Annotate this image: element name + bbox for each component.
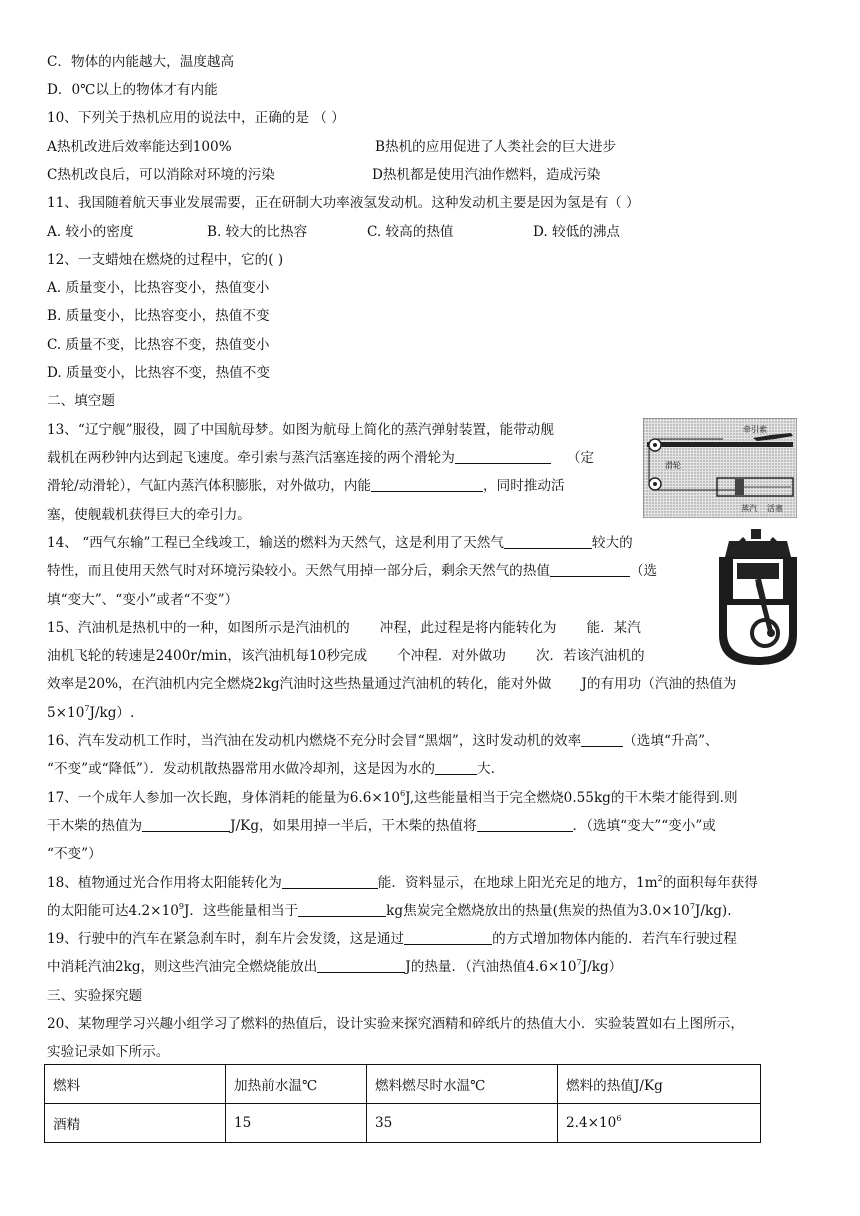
question-14-line-2: [47, 561, 657, 581]
question-10-option-c: C热机改良后，可以消除对环境的污染: [47, 167, 275, 183]
table-cell: [558, 1104, 761, 1143]
question-10: 10、下列关于热机应用的说法中，正确的是 （ ）: [47, 110, 345, 126]
deck-rail: [647, 442, 793, 447]
answer-blank: [371, 477, 483, 492]
superscript: 9: [178, 902, 184, 911]
answer-blank: [504, 534, 592, 549]
piston: [735, 479, 744, 495]
q16-text-d: 大.: [477, 761, 495, 777]
q17-text-d: J/Kg，如果用掉一半后，干木柴的热值将: [230, 818, 477, 834]
question-19-line-1: [47, 929, 737, 949]
q13-text-d: ，同时推动活: [483, 478, 565, 494]
q14-text-b: 较大的: [591, 535, 633, 551]
experiment-table: [44, 1064, 761, 1143]
question-11-option-c: C. 较高的热值: [367, 224, 454, 240]
question-13-line-3: [47, 476, 565, 496]
question-14-line-3: 填“变大”、“变小”或者“不变”）: [47, 592, 239, 608]
table-cell: 酒精: [45, 1104, 226, 1143]
q19-text-b: 的方式增加物体内能的．若汽车行驶过程: [492, 931, 737, 947]
label-piston: 活塞: [767, 504, 783, 513]
answer-blank: [317, 958, 405, 973]
question-15-line-3: [47, 674, 736, 694]
answer-blank: [581, 732, 623, 747]
label-pulley: 滑轮: [665, 461, 681, 470]
q13-text-b: （定: [566, 450, 594, 466]
question-12-option-b: B. 质量变小，比热容变小，热值不变: [47, 308, 270, 324]
q18-text-g: J/kg).: [694, 903, 732, 919]
question-15-line-1: [47, 618, 641, 638]
option-d-line: D．0℃以上的物体才有内能: [47, 82, 218, 98]
question-12: 12、一支蜡烛在燃烧的过程中，它的( ): [47, 252, 284, 268]
answer-blank: [435, 760, 477, 775]
question-19-line-2: [47, 957, 622, 977]
q16-text-b: （选填“升高”、: [623, 733, 719, 749]
q17-text-a: 17、一个成年人参加一次长跑，身体消耗的能量为6.6×10: [47, 790, 401, 806]
answer-blank: [142, 817, 230, 832]
question-12-option-c: C. 质量不变，比热容不变，热值变小: [47, 337, 270, 353]
question-11: 11、我国随着航天事业发展需要，正在研制大功率液氢发动机。这种发动机主要是因为氢是有（ ）: [47, 195, 640, 211]
q17-text-c: 干木柴的热值为: [47, 818, 143, 834]
q18-text-e: J．这些能量相当于: [183, 903, 299, 919]
q18-text-b: 能．资料显示，在地球上阳光充足的地方，1m: [377, 875, 658, 891]
table-row: [45, 1104, 761, 1143]
q15-text-d: 油机飞轮的转速是2400r/min，该汽油机每10秒完成: [47, 648, 368, 664]
question-14-line-1: [47, 533, 633, 553]
label-steam: 蒸汽: [741, 504, 757, 513]
q19-text-e: J/kg）: [581, 959, 623, 975]
question-10-option-d: D热机都是使用汽油作燃料，造成污染: [372, 167, 601, 183]
q13-text-c: 滑轮/动滑轮），气缸内蒸汽体积膨胀，对外做功，内能: [47, 478, 372, 494]
question-11-option-d: D. 较低的沸点: [533, 224, 621, 240]
q15-text-h: J的有用功（汽油的热值为: [581, 676, 737, 692]
q13-text-a: 载机在两秒钟内达到起飞速度。牵引索与蒸汽活塞连接的两个滑轮为: [47, 450, 455, 466]
question-15-line-2: [47, 646, 645, 666]
q15-text-f: 次．若该汽油机的: [535, 648, 645, 664]
label-rope: 牵引索: [743, 425, 767, 434]
q19-text-a: 19、行驶中的汽车在紧急刹车时，刹车片会发烫，这是通过: [47, 931, 405, 947]
question-12-option-a: A. 质量变小，比热容变小，热值变小: [47, 280, 270, 296]
superscript: 7: [576, 958, 582, 967]
q15-text-g: 效率是20%，在汽油机内完全燃烧2kg汽油时这些热量通过汽油机的转化，能对外做: [47, 676, 552, 692]
answer-blank: [282, 874, 378, 889]
question-17-line-3: “不变”）: [47, 846, 102, 862]
q18-text-c: 的面积每年获得: [662, 875, 758, 891]
q15-text-a: 15、汽油机是热机中的一种，如图所示是汽油机的: [47, 620, 350, 636]
q15-text-j: J/kg）.: [89, 705, 135, 721]
answer-blank: [477, 817, 573, 832]
superscript: 6: [400, 789, 406, 798]
question-10-option-a: A热机改进后效率能达到100%: [47, 139, 232, 155]
question-10-option-b: B热机的应用促进了人类社会的巨大进步: [375, 139, 617, 155]
table-header-cell: 燃料的热值J/Kg: [558, 1065, 761, 1104]
question-20-line-1: 20、某物理学习兴趣小组学习了燃料的热值后，设计实验来探究酒精和碎纸片的热值大小．实验装置如右上图所示，: [47, 1016, 744, 1032]
question-17-line-1: [47, 788, 738, 808]
question-11-option-b: B. 较大的比热容: [207, 224, 308, 240]
question-11-option-a: A. 较小的密度: [47, 224, 134, 240]
q19-text-d: J的热量．（汽油热值4.6×10: [405, 959, 577, 975]
q15-text-e: 个冲程．对外做功: [397, 648, 506, 664]
superscript: 6: [616, 1114, 622, 1123]
question-13-line-1: 13、“辽宁舰”服役，圆了中国航母梦。如图为航母上简化的蒸汽弹射装置，能带动舰: [47, 422, 554, 438]
option-c-line: C．物体的内能越大，温度越高: [47, 54, 235, 70]
table-cell: 35: [367, 1104, 558, 1143]
question-13-line-4: 塞，使舰载机获得巨大的牵引力。: [47, 507, 251, 523]
q14-text-a: 14、 “西气东输”工程已全线竣工，输送的燃料为天然气，这是利用了天然气: [47, 535, 504, 551]
superscript: 7: [84, 704, 90, 713]
question-20-line-2: 实验记录如下所示。: [47, 1044, 170, 1060]
answer-blank: [404, 930, 492, 945]
q18-text-f: kg焦炭完全燃烧放出的热量(焦炭的热值为3.0×10: [386, 903, 690, 919]
steam-catapult-figure: [643, 418, 797, 518]
section-2-heading: 二、填空题: [47, 393, 115, 409]
q15-text-b: 冲程，此过程是将内能转化为: [379, 620, 557, 636]
table-cell: 15: [226, 1104, 367, 1143]
question-17-line-2: [47, 816, 716, 836]
section-3-heading: 三、实验探究题: [47, 988, 143, 1004]
table-header-cell: 加热前水温℃: [226, 1065, 367, 1104]
question-16-line-1: [47, 731, 719, 751]
q14-text-d: （选: [629, 563, 658, 579]
q17-text-e: ．（选填“变大”“变小”或: [572, 818, 716, 834]
table-header-row: [45, 1065, 761, 1104]
question-16-line-2: [47, 759, 495, 779]
table-header-cell: 燃料燃尽时水温℃: [367, 1065, 558, 1104]
superscript: 7: [689, 902, 695, 911]
q15-text-i: 5×10: [47, 705, 85, 721]
q15-text-c: 能．某汽: [586, 620, 641, 636]
spark-plug-icon: [751, 529, 761, 539]
q16-text-a: 16、汽车发动机工作时，当汽油在发动机内燃烧不充分时会冒“黑烟”，这时发动机的效率: [47, 733, 582, 749]
q18-text-d: 的太阳能可达4.2×10: [47, 903, 179, 919]
q16-text-c: “不变”或“降低”）．发动机散热器常用水做冷却剂，这是因为水的: [47, 761, 436, 777]
question-15-line-4: [47, 703, 134, 723]
question-18-line-2: [47, 901, 732, 921]
gasoline-engine-figure: [715, 527, 801, 667]
table-cell-value: 2.4×10: [566, 1115, 617, 1131]
superscript: 2: [657, 874, 663, 883]
question-13-line-2: [47, 448, 594, 468]
answer-blank: [455, 449, 551, 464]
q19-text-c: 中消耗汽油2kg，则这些汽油完全燃烧能放出: [47, 959, 318, 975]
piston: [737, 563, 779, 579]
answer-blank: [550, 562, 630, 577]
q18-text-a: 18、植物通过光合作用将太阳能转化为: [47, 875, 282, 891]
q17-text-b: J,这些能量相当于完全燃烧0.55kg的干木柴才能得到.则: [405, 790, 738, 806]
q14-text-c: 特性，而且使用天然气时对环境污染较小。天然气用掉一部分后，剩余天然气的热值: [47, 563, 550, 579]
question-12-option-d: D. 质量变小，比热容不变，热值不变: [47, 365, 270, 381]
question-18-line-1: [47, 873, 758, 893]
table-header-cell: 燃料: [45, 1065, 226, 1104]
answer-blank: [298, 902, 386, 917]
